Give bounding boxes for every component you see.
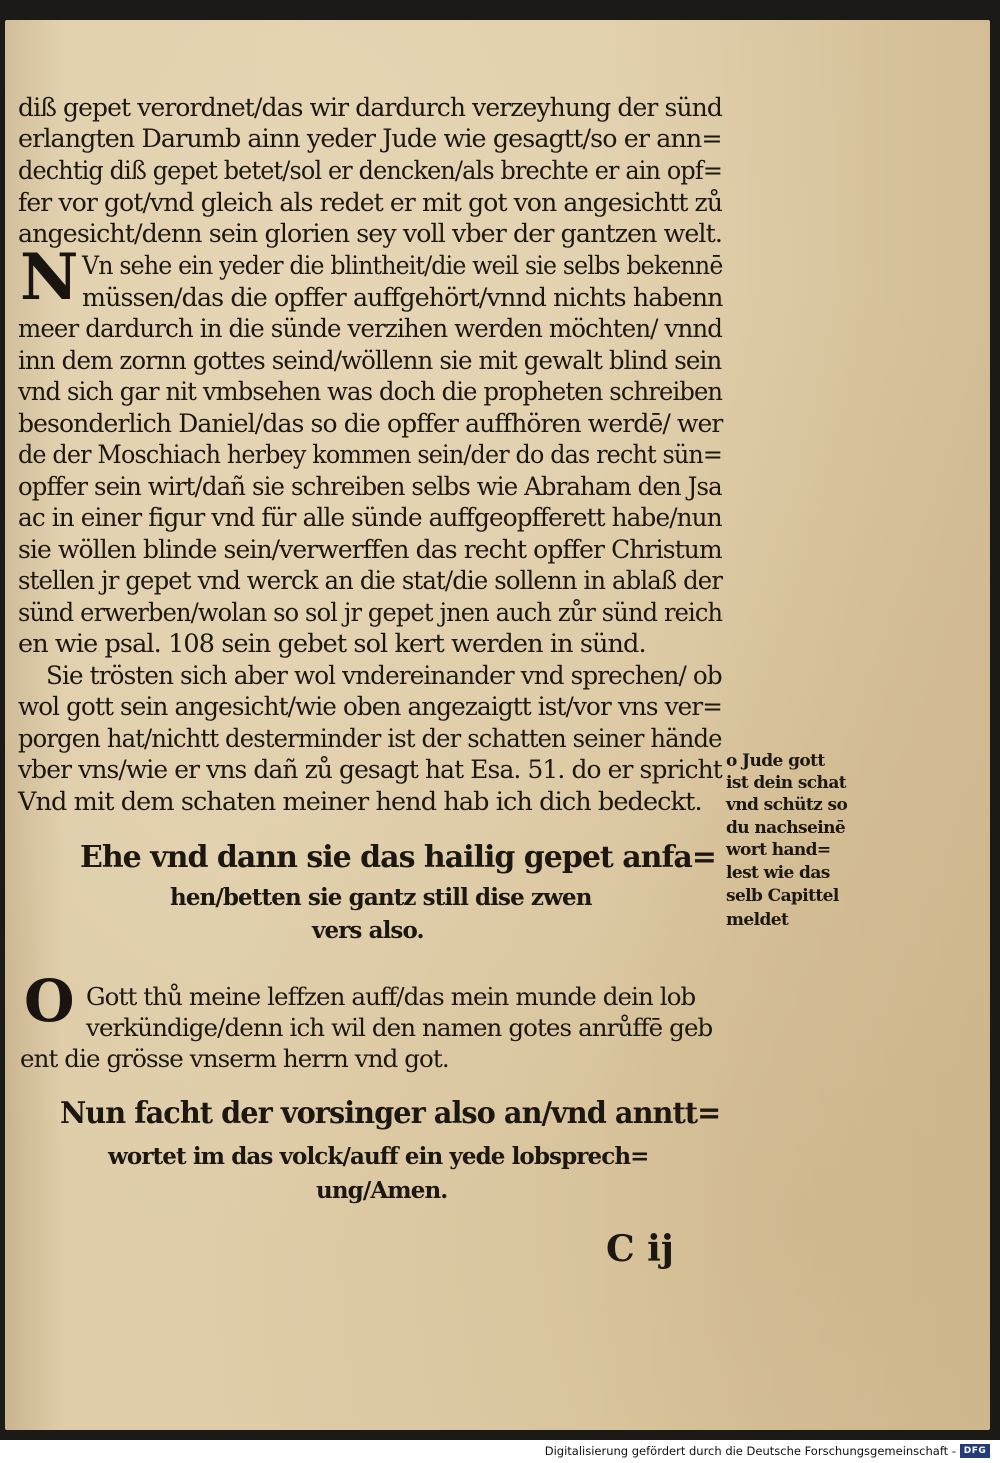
margin-note-line: meldet bbox=[726, 910, 789, 930]
margin-note-line: ist dein schat bbox=[726, 773, 846, 793]
heading-line: hen/betten sie gantz still dise zwen bbox=[170, 884, 592, 911]
margin-note-line: selb Capittel bbox=[726, 886, 839, 906]
drop-cap-initial: N bbox=[20, 240, 79, 315]
text-line: Vn sehe ein yeder die blintheit/die weil sie selbs bekennē bbox=[82, 251, 723, 281]
heading-line: Nun facht der vorsinger also an/vnd anntt= bbox=[60, 1096, 721, 1131]
text-line: Vnd mit dem schaten meiner hend hab ich dich bedeckt. bbox=[18, 787, 702, 817]
text-line: müssen/das die opffer auffgehört/vnnd nichts habenn bbox=[82, 283, 723, 313]
text-line: angesicht/denn sein glorien sey voll vber der gantzen welt. bbox=[18, 219, 723, 249]
text-line: besonderlich Daniel/das so die opffer auffhören werdē/ wer bbox=[18, 409, 723, 439]
footer-text: Digitalisierung gefördert durch die Deutsche Forschungsgemeinschaft - bbox=[544, 1444, 956, 1458]
margin-note-line: vnd schütz so bbox=[726, 795, 848, 815]
dfg-logo: DFG bbox=[960, 1444, 990, 1458]
text-line: Gott thů meine leffzen auff/das mein munde dein lob bbox=[86, 982, 696, 1011]
heading-line: ung/Amen. bbox=[316, 1177, 448, 1204]
text-line: stellen jr gepet vnd werck an die stat/die sollenn in ablaß der bbox=[18, 566, 723, 596]
text-line: porgen hat/nichtt desterminder ist der schatten seiner hände bbox=[18, 724, 722, 754]
text-line: de der Moschiach herbey kommen sein/der do das recht sün= bbox=[18, 440, 723, 470]
text-line: ent die grösse vnserm herrn vnd got. bbox=[20, 1044, 449, 1073]
text-line: meer dardurch in die sünde verzihen werden möchten/ vnnd bbox=[18, 314, 723, 344]
margin-note-line: du nachseinē bbox=[726, 818, 846, 838]
text-line: vber vns/wie er vns dañ zů gesagt hat Esa. 51. do er spricht bbox=[18, 755, 722, 785]
footer-bar bbox=[0, 1440, 1000, 1463]
text-line: diß gepet verordnet/das wir dardurch verzeyhung der sünd bbox=[18, 93, 722, 123]
text-line: opffer sein wirt/dañ sie schreiben selbs wie Abraham den Jsa bbox=[18, 472, 722, 502]
text-line: en wie psal. 108 sein gebet sol kert werden in sünd. bbox=[18, 629, 646, 659]
text-line: vnd sich gar nit vmbsehen was doch die propheten schreiben bbox=[18, 377, 723, 407]
text-line: fer vor got/vnd gleich als redet er mit got von angesichtt zů bbox=[18, 188, 723, 218]
heading-line: wortet im das volck/auff ein yede lobsprech= bbox=[108, 1143, 649, 1170]
margin-note-line: o Jude gott bbox=[726, 751, 825, 771]
text-line: wol gott sein angesicht/wie oben angezaigtt ist/vor vns ver= bbox=[18, 692, 723, 722]
text-line: verkündige/denn ich wil den namen gotes anrůffē geb bbox=[86, 1013, 713, 1042]
heading-line: vers also. bbox=[312, 917, 424, 944]
text-line: ac in einer figur vnd für alle sünde auffgeopfferett habe/nun bbox=[18, 503, 722, 533]
drop-cap-initial: O bbox=[24, 967, 75, 1035]
text-line: Sie trösten sich aber wol vndereinander vnd sprechen/ ob bbox=[46, 661, 722, 691]
text-line: sie wöllen blinde sein/verwerffen das recht opffer Christum bbox=[18, 535, 722, 565]
margin-note-line: lest wie das bbox=[726, 863, 830, 883]
text-line: sünd erwerben/wolan so sol jr gepet jnen auch zůr sünd reich bbox=[18, 598, 723, 628]
signature-mark: C ij bbox=[606, 1228, 674, 1270]
text-line: dechtig diß gepet betet/sol er dencken/als brechte er ain opf= bbox=[18, 156, 723, 186]
margin-note-line: wort hand= bbox=[726, 840, 831, 860]
heading-line: Ehe vnd dann sie das hailig gepet anfa= bbox=[80, 840, 716, 875]
text-line: inn dem zornn gottes seind/wöllenn sie mit gewalt blind sein bbox=[18, 346, 722, 376]
text-line: erlangten Darumb ainn yeder Jude wie gesagtt/so er ann= bbox=[18, 124, 722, 154]
